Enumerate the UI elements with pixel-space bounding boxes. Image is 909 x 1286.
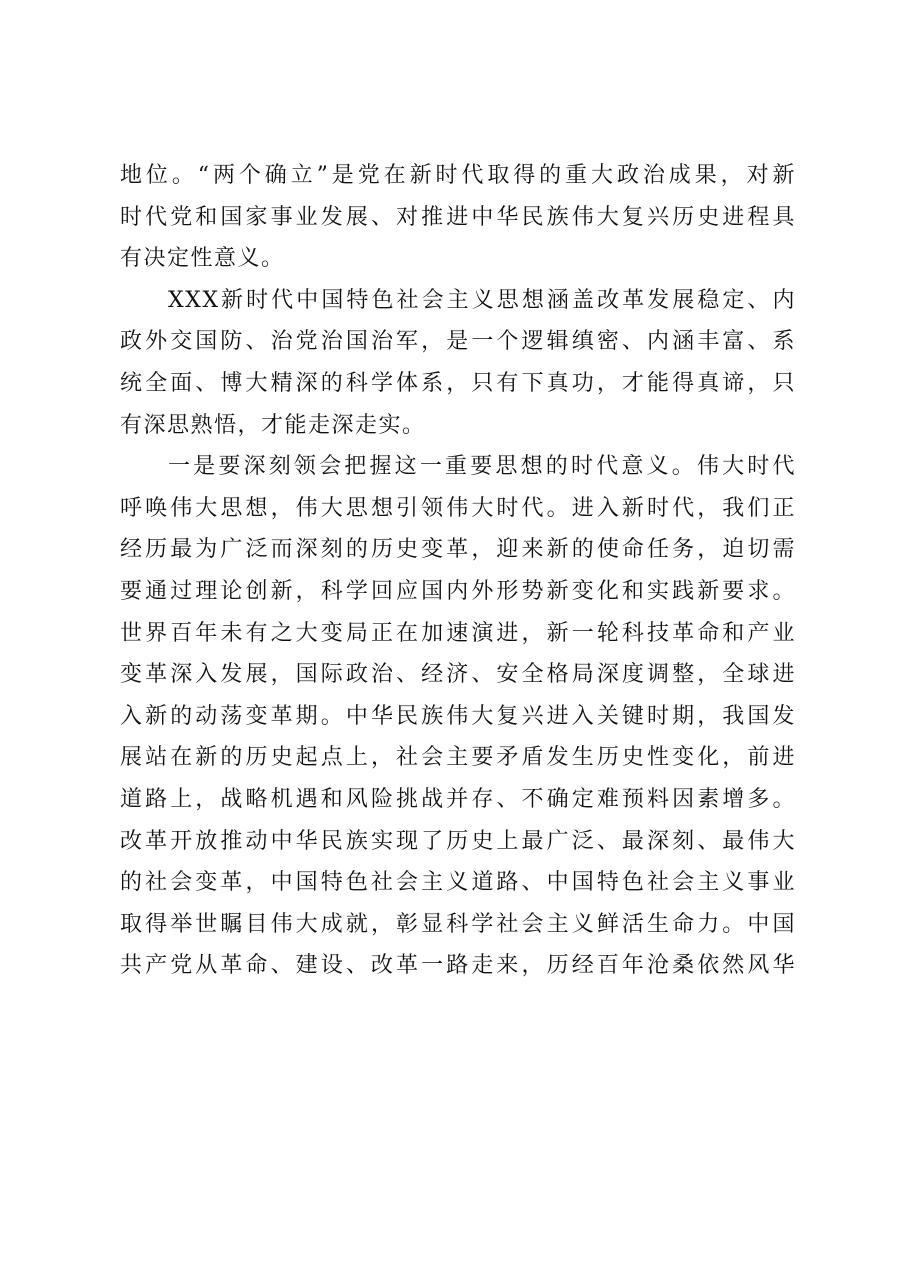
text-line: 政外交国防、治党治国治军，是一个逻辑缜密、内涵丰富、系 (120, 329, 796, 355)
text-line: 变革深入发展，国际政治、经济、安全格局深度调整，全球进 (120, 662, 796, 688)
text-line: 的社会变革，中国特色社会主义道路、中国特色社会主义事业 (120, 870, 796, 896)
text-line: 共产党从革命、建设、改革一路走来，历经百年沧桑依然风华 (120, 953, 796, 979)
document-body (120, 155, 796, 987)
text-line: XXX新时代中国特色社会主义思想涵盖改革发展稳定、内 (168, 287, 796, 313)
text-line: 呼唤伟大思想，伟大思想引领伟大时代。进入新时代，我们正 (120, 495, 796, 521)
text-line: 要通过理论创新，科学回应国内外形势新变化和实践新要求。 (120, 578, 796, 604)
text-line: 取得举世瞩目伟大成就，彰显科学社会主义鲜活生命力。中国 (120, 911, 796, 937)
text-line: 地位。“两个确立”是党在新时代取得的重大政治成果，对新 (120, 163, 796, 188)
paragraph-2 (120, 280, 796, 446)
text-line: 世界百年未有之大变局正在加速演进，新一轮科技革命和产业 (120, 620, 796, 646)
text-line: 经历最为广泛而深刻的历史变革，迎来新的使命任务，迫切需 (120, 537, 796, 563)
paragraph-1 (120, 155, 796, 280)
text-line: 有决定性意义。 (120, 246, 285, 272)
text-line: 有深思熟悟，才能走深走实。 (120, 412, 426, 438)
text-line: 统全面、博大精深的科学体系，只有下真功，才能得真谛，只 (120, 370, 796, 396)
text-line: 入新的动荡变革期。中华民族伟大复兴进入关键时期，我国发 (120, 703, 796, 729)
text-line: 时代党和国家事业发展、对推进中华民族伟大复兴历史进程具 (120, 204, 796, 230)
text-line: 一是要深刻领会把握这一重要思想的时代意义。伟大时代 (168, 454, 796, 480)
text-line: 道路上，战略机遇和风险挑战并存、不确定难预料因素增多。 (120, 786, 796, 812)
text-line: 改革开放推动中华民族实现了历史上最广泛、最深刻、最伟大 (120, 828, 796, 854)
text-line: 展站在新的历史起点上，社会主要矛盾发生历史性变化，前进 (120, 745, 796, 771)
paragraph-3 (120, 446, 796, 987)
